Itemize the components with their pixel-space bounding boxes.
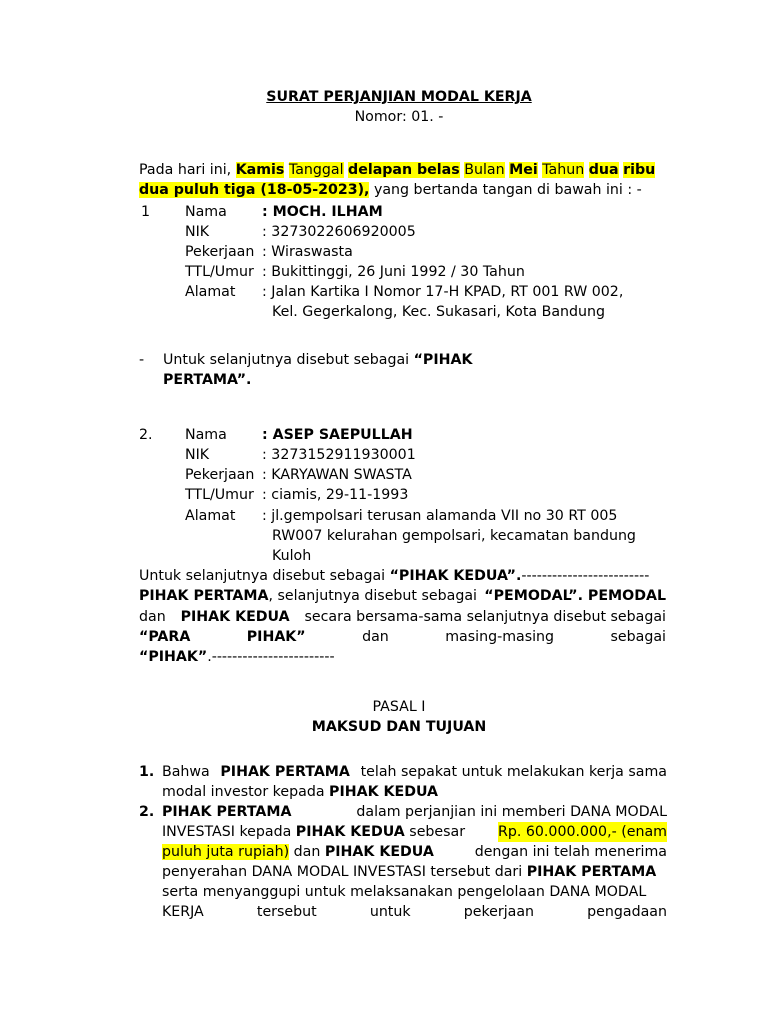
summary-sebagai: sebagai bbox=[610, 629, 666, 645]
item-2-line-6 bbox=[162, 902, 667, 922]
summary-dashes-2: .------------------------ bbox=[207, 649, 335, 665]
party1-value-nik: : 3273022606920005 bbox=[262, 224, 416, 240]
party2-value-nik: : 3273152911930001 bbox=[262, 447, 416, 463]
summary-dashes-1: ------------------------- bbox=[521, 568, 650, 584]
year-word-1: dua bbox=[588, 162, 619, 178]
party2-value-alamat: : jl.gempolsari terusan alamanda VII no 30 RT 005 bbox=[262, 508, 618, 524]
item-2-pihak-kedua-2: PIHAK KEDUA bbox=[324, 844, 434, 860]
summary-para: “PARA bbox=[139, 629, 191, 645]
document-title: SURAT PERJANJIAN MODAL KERJA bbox=[266, 89, 532, 105]
item-2-word-pekerjaan: pekerjaan bbox=[463, 904, 535, 920]
summary-text-1: Untuk selanjutnya disebut sebagai bbox=[139, 568, 390, 584]
summary-line-3 bbox=[139, 607, 666, 627]
summary-line-5 bbox=[139, 647, 335, 667]
item-1-line-2 bbox=[162, 782, 438, 802]
item-2-pihak-kedua: PIHAK KEDUA bbox=[295, 824, 405, 840]
opening-line-1 bbox=[139, 160, 655, 180]
summary-masing: masing-masing bbox=[445, 629, 555, 645]
summary-pihak-kedua-2: PIHAK KEDUA bbox=[180, 609, 290, 625]
day-name: Kamis bbox=[235, 162, 285, 178]
party2-label-nik: NIK bbox=[185, 447, 210, 463]
item-1-pihak-kedua: PIHAK KEDUA bbox=[329, 784, 439, 800]
party1-number: 1 bbox=[141, 204, 151, 220]
tahun-word: Tahun bbox=[542, 162, 585, 178]
summary-dan-2: dan bbox=[362, 629, 389, 645]
party2-value-ttl: : ciamis, 29-11-1993 bbox=[262, 487, 409, 503]
item-2-text-3: dengan ini telah menerima bbox=[474, 844, 667, 860]
item-2-amount: Rp. 60.000.000,- (enam bbox=[497, 824, 667, 840]
item-1-bahwa: Bahwa bbox=[162, 764, 210, 780]
item-2-line-2 bbox=[162, 822, 667, 842]
party2-label-nama: Nama bbox=[185, 427, 227, 443]
item-2-line-5: serta menyanggupi untuk melaksanakan pengelolaan DANA MODAL bbox=[162, 884, 647, 900]
item-2-sebesar: sebesar bbox=[404, 824, 466, 840]
party2-label-ttl: TTL/Umur bbox=[185, 487, 254, 503]
item-2-word-untuk: untuk bbox=[369, 904, 411, 920]
summary-text-3: secara bersama-sama selanjutnya disebut sebagai bbox=[304, 609, 666, 625]
item-2-pihak-pertama: PIHAK PERTAMA bbox=[162, 804, 292, 820]
party1-ref-line-2: PERTAMA”. bbox=[163, 372, 252, 388]
item-2-line-3 bbox=[162, 842, 667, 862]
item-2-dan: dan bbox=[289, 844, 325, 860]
party1-label-nama: Nama bbox=[185, 204, 227, 220]
item-2-word-tersebut: tersebut bbox=[256, 904, 317, 920]
item-2-line-4 bbox=[162, 862, 656, 882]
item-1-line-1 bbox=[162, 762, 667, 782]
summary-dan: dan bbox=[139, 609, 166, 625]
party2-label-alamat: Alamat bbox=[185, 508, 236, 524]
pasal-heading: PASAL I bbox=[372, 699, 426, 715]
item-2-text-2: INVESTASI kepada bbox=[162, 824, 296, 840]
item-2-text-4: penyerahan DANA MODAL INVESTASI tersebut dari bbox=[162, 864, 527, 880]
item-2-word-kerja: KERJA bbox=[162, 904, 204, 920]
party1-ref-text: Untuk selanjutnya disebut sebagai bbox=[163, 352, 414, 368]
summary-line-2 bbox=[139, 586, 666, 606]
item-2-line-1 bbox=[162, 802, 667, 822]
summary-pihak-pertama: PIHAK PERTAMA bbox=[139, 588, 269, 604]
party2-number: 2. bbox=[139, 427, 153, 443]
party2-value-nama: : ASEP SAEPULLAH bbox=[262, 427, 413, 443]
item-2-word-pengadaan: pengadaan bbox=[587, 904, 667, 920]
party1-label-ttl: TTL/Umur bbox=[185, 264, 254, 280]
party1-value-ttl: : Bukittinggi, 26 Juni 1992 / 30 Tahun bbox=[262, 264, 525, 280]
party1-value-alamat: : Jalan Kartika I Nomor 17-H KPAD, RT 001 RW 002, bbox=[262, 284, 624, 300]
party1-label-alamat: Alamat bbox=[185, 284, 236, 300]
year-word-2: ribu bbox=[623, 162, 656, 178]
item-1-text-2: modal investor kepada bbox=[162, 784, 330, 800]
party2-value-alamat-3: Kuloh bbox=[272, 548, 312, 564]
year-words-3: dua puluh tiga (18-05-2023), bbox=[139, 182, 370, 198]
party1-label-pekerjaan: Pekerjaan bbox=[185, 244, 255, 260]
month-name: Mei bbox=[509, 162, 538, 178]
party1-ref-line-1 bbox=[163, 350, 472, 370]
item-2-text-1: dalam perjanjian ini memberi DANA MODAL bbox=[356, 804, 667, 820]
party2-label-pekerjaan: Pekerjaan bbox=[185, 467, 255, 483]
party2-value-pekerjaan: : KARYAWAN SWASTA bbox=[262, 467, 412, 483]
tanggal-word: Tanggal bbox=[288, 162, 344, 178]
summary-line-4 bbox=[139, 627, 666, 647]
item-2-number: 2. bbox=[139, 804, 155, 820]
opening-rest: yang bertanda tangan di bawah ini : - bbox=[369, 182, 642, 198]
opening-line-2 bbox=[139, 180, 642, 200]
date-words: delapan belas bbox=[348, 162, 460, 178]
summary-pemodal: “PEMODAL”. PEMODAL bbox=[484, 588, 666, 604]
bulan-word: Bulan bbox=[464, 162, 505, 178]
party1-label-nik: NIK bbox=[185, 224, 210, 240]
party1-value-nama: : MOCH. ILHAM bbox=[262, 204, 383, 220]
item-1-number: 1. bbox=[139, 764, 155, 780]
party2-value-alamat-2: RW007 kelurahan gempolsari, kecamatan bandung bbox=[272, 528, 636, 544]
party1-value-alamat-2: Kel. Gegerkalong, Kec. Sukasari, Kota Bandung bbox=[272, 304, 606, 320]
party1-value-pekerjaan: : Wiraswasta bbox=[262, 244, 353, 260]
item-1-text: telah sepakat untuk melakukan kerja sama bbox=[360, 764, 667, 780]
item-2-pihak-pertama-2: PIHAK PERTAMA bbox=[526, 864, 657, 880]
summary-pihak-2: “PIHAK” bbox=[139, 649, 208, 665]
opening-text: Pada hari ini, bbox=[139, 162, 236, 178]
document-number: Nomor: 01. - bbox=[354, 109, 444, 125]
pasal-subheading: MAKSUD DAN TUJUAN bbox=[311, 719, 487, 735]
summary-pihak: PIHAK” bbox=[246, 629, 306, 645]
party1-ref-bold-1: “PIHAK bbox=[413, 352, 473, 368]
summary-pihak-kedua: “PIHAK KEDUA”. bbox=[389, 568, 522, 584]
summary-text-2: , selanjutnya disebut sebagai bbox=[268, 588, 477, 604]
summary-line-1 bbox=[139, 566, 673, 586]
item-1-pihak-pertama: PIHAK PERTAMA bbox=[220, 764, 350, 780]
item-2-amount-words: puluh juta rupiah) bbox=[162, 844, 290, 860]
party1-ref-dash: - bbox=[139, 352, 145, 368]
